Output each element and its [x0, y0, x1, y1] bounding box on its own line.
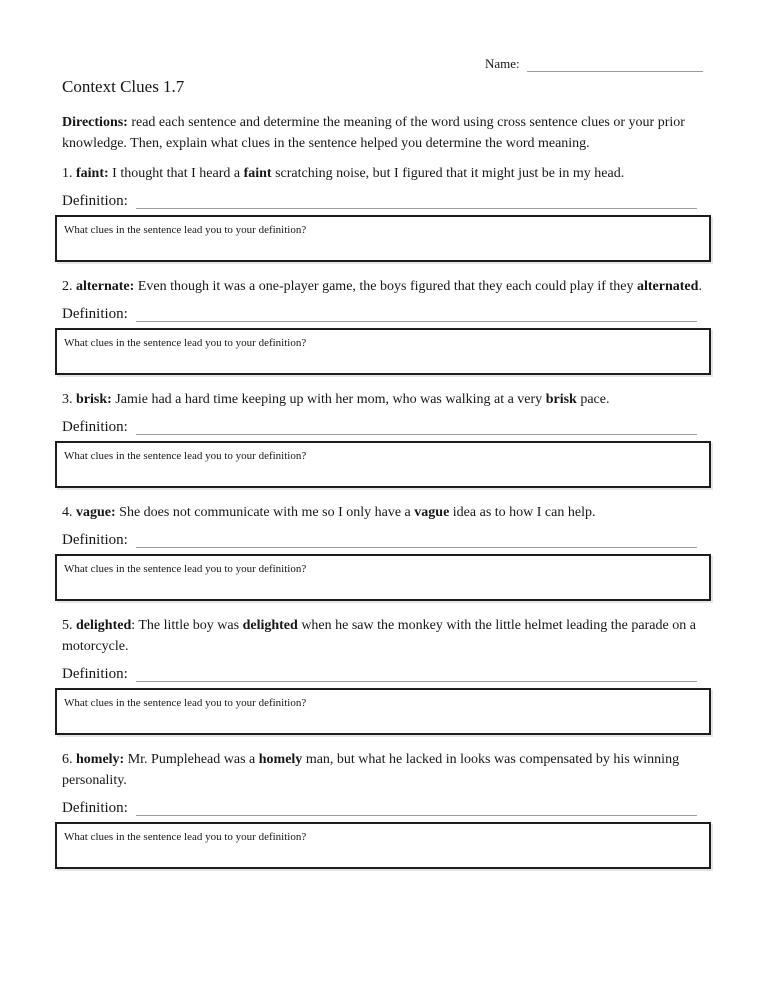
- clue-answer-box[interactable]: [55, 822, 711, 869]
- context-sentence: [62, 389, 707, 410]
- vocab-word: brisk: [545, 392, 577, 407]
- clue-box-prompt: What clues in the sentence lead you to your definition?: [64, 831, 307, 843]
- items: [62, 163, 707, 869]
- clue-answer-box[interactable]: [55, 441, 711, 488]
- vocab-word: delighted: [76, 618, 132, 633]
- definition-label: Definition:: [62, 419, 128, 435]
- vocab-word: brisk:: [76, 392, 112, 407]
- clue-answer-box[interactable]: [55, 215, 711, 262]
- clue-box-prompt: What clues in the sentence lead you to your definition?: [64, 450, 307, 462]
- definition-label: Definition:: [62, 800, 128, 816]
- vocab-word: vague:: [76, 505, 116, 520]
- definition-row: [62, 532, 697, 548]
- worksheet-item: [62, 389, 707, 488]
- sentence-text: when he saw the monkey with the little helmet leading the parade on a motorcycle.: [62, 618, 696, 654]
- clue-box-prompt: What clues in the sentence lead you to your definition?: [64, 697, 307, 709]
- page-title: Context Clues 1.7: [62, 77, 185, 96]
- sentence-text: pace.: [576, 392, 610, 407]
- definition-label: Definition:: [62, 666, 128, 682]
- definition-input-line[interactable]: [136, 667, 697, 682]
- definition-row: [62, 419, 697, 435]
- vocab-word: alternated: [637, 279, 699, 294]
- context-sentence: [62, 749, 707, 791]
- definition-input-line[interactable]: [136, 420, 697, 435]
- context-sentence: [62, 163, 707, 184]
- name-label: Name:: [485, 56, 520, 71]
- definition-label: Definition:: [62, 532, 128, 548]
- worksheet-item: [62, 502, 707, 601]
- definition-row: [62, 193, 697, 209]
- definition-row: [62, 800, 697, 816]
- worksheet-item: [62, 276, 707, 375]
- vocab-word: vague: [414, 505, 450, 520]
- vocab-word: homely: [258, 752, 303, 767]
- context-sentence: [62, 615, 707, 657]
- name-row: [485, 56, 703, 72]
- definition-label: Definition:: [62, 193, 128, 209]
- clue-box-prompt: What clues in the sentence lead you to your definition?: [64, 563, 307, 575]
- sentence-text: 4.: [62, 505, 76, 520]
- worksheet-item: [62, 163, 707, 262]
- sentence-text: 5.: [62, 618, 76, 633]
- directions-text: read each sentence and determine the meaning of the word using cross sentence clues or your prior knowledge. Then, explain what clues in the sentence helped you determine the word meaning.: [62, 115, 685, 151]
- clue-answer-box[interactable]: [55, 328, 711, 375]
- sentence-text: man, but what he lacked in looks was compensated by his winning personality.: [62, 752, 680, 788]
- sentence-text: 2.: [62, 279, 76, 294]
- vocab-word: faint: [243, 166, 272, 181]
- name-input-line[interactable]: [527, 56, 703, 72]
- directions-label: Directions:: [62, 115, 128, 130]
- sentence-text: 1.: [62, 166, 76, 181]
- worksheet-content: [62, 112, 707, 869]
- sentence-text: 6.: [62, 752, 76, 767]
- vocab-word: alternate:: [76, 279, 135, 294]
- definition-row: [62, 306, 697, 322]
- definition-label: Definition:: [62, 306, 128, 322]
- sentence-text: .: [698, 279, 702, 294]
- sentence-text: Mr. Pumplehead was a: [124, 752, 259, 767]
- sentence-text: She does not communicate with me so I only have a: [115, 505, 415, 520]
- worksheet-item: [62, 749, 707, 869]
- definition-input-line[interactable]: [136, 194, 697, 209]
- definition-input-line[interactable]: [136, 801, 697, 816]
- vocab-word: homely:: [76, 752, 125, 767]
- sentence-text: Jamie had a hard time keeping up with her mom, who was walking at a very: [111, 392, 546, 407]
- context-sentence: [62, 502, 707, 523]
- definition-input-line[interactable]: [136, 307, 697, 322]
- directions: [62, 112, 707, 154]
- clue-box-prompt: What clues in the sentence lead you to your definition?: [64, 337, 307, 349]
- vocab-word: faint:: [76, 166, 109, 181]
- vocab-word: delighted: [242, 618, 298, 633]
- sentence-text: idea as to how I can help.: [449, 505, 596, 520]
- sentence-text: scratching noise, but I figured that it might just be in my head.: [271, 166, 625, 181]
- context-sentence: [62, 276, 707, 297]
- definition-input-line[interactable]: [136, 533, 697, 548]
- sentence-text: I thought that I heard a: [108, 166, 244, 181]
- clue-answer-box[interactable]: [55, 688, 711, 735]
- definition-row: [62, 666, 697, 682]
- clue-box-prompt: What clues in the sentence lead you to your definition?: [64, 224, 307, 236]
- sentence-text: 3.: [62, 392, 76, 407]
- clue-answer-box[interactable]: [55, 554, 711, 601]
- worksheet-item: [62, 615, 707, 735]
- sentence-text: Even though it was a one-player game, the boys figured that they each could play if they: [134, 279, 637, 294]
- sentence-text: : The little boy was: [131, 618, 243, 633]
